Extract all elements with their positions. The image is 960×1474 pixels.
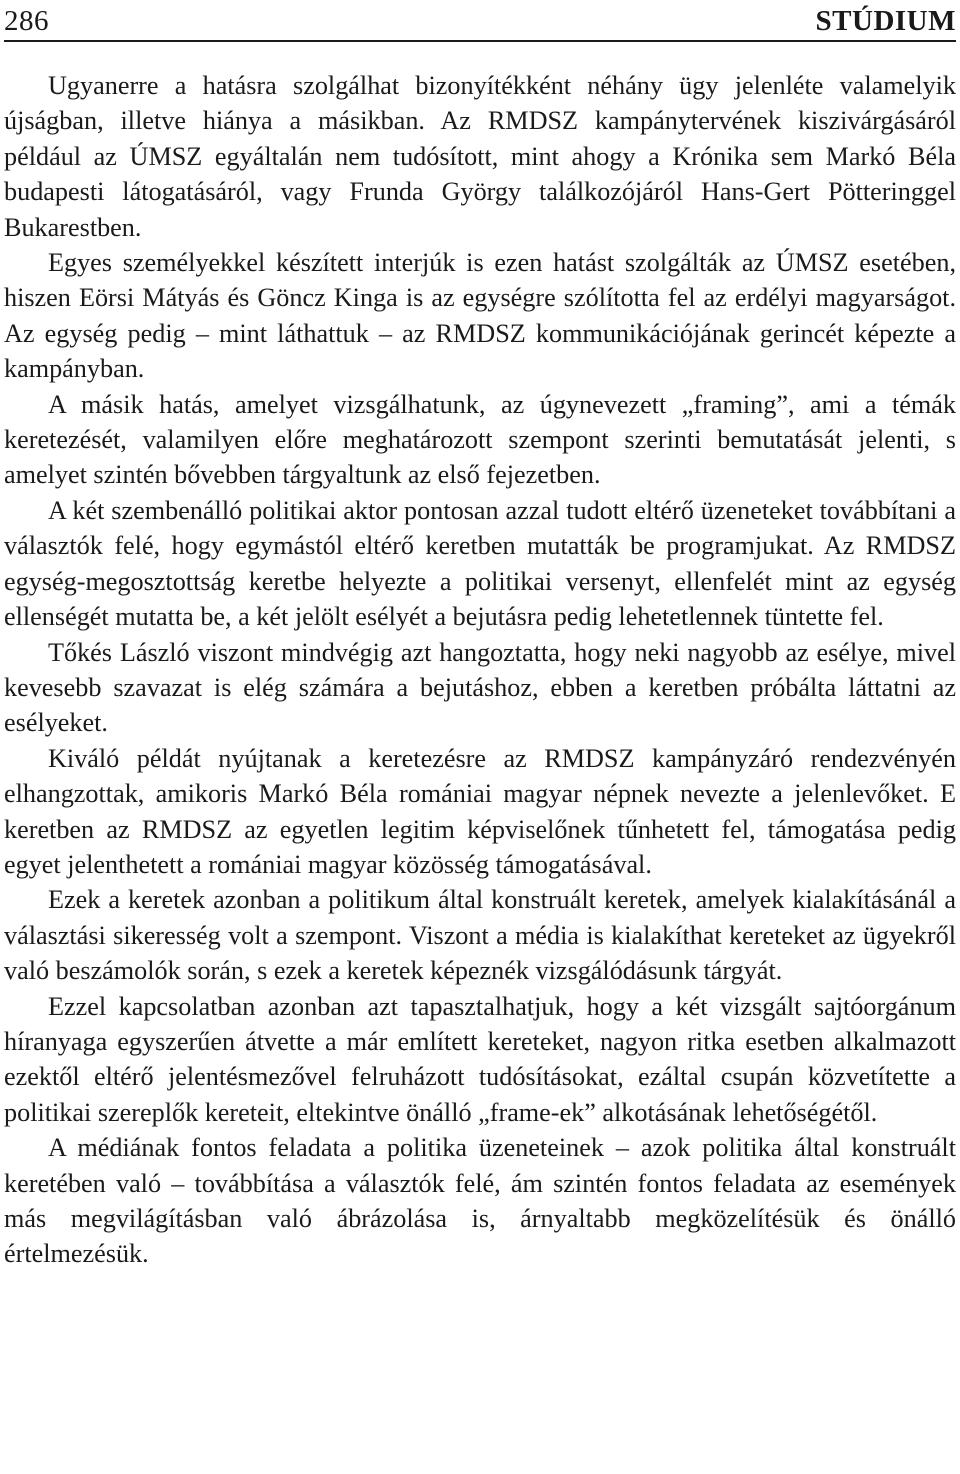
paragraph: Kiváló példát nyújtanak a keretezésre az RMDSZ kampányzáró rendezvényén elhangzottak, amikoris Markó Béla romániai magyar népnek nevezte a jelenlevőket. E keretben az RMDSZ az egyetlen legitim képviselőnek tűnhetett fel, támogatása pedig egyet jelenthetett a romániai magyar közösség támogatásával.: [4, 743, 956, 879]
paragraph: Ezzel kapcsolatban azonban azt tapasztalhatjuk, hogy a két vizsgált sajtóorgánum híranyaga egyszerűen átvette a már említett kereteket, nagyon ritka esetben alkalmazott ezektől eltérő jelentésmezővel felruházott tudósításokat, ezáltal csupán közvetítette a politikai szereplők kereteit, eltekintve önálló „frame-ek” alkotásának lehetőségétől.: [4, 991, 956, 1127]
paragraph: Tőkés László viszont mindvégig azt hangoztatta, hogy neki nagyobb az esélye, mivel kevesebb szavazat is elég számára a bejutáshoz, ebben a keretben próbálta láttatni az esélyeket.: [4, 637, 956, 738]
article-body: [4, 68, 956, 1272]
paragraph: A médiának fontos feladata a politika üzeneteinek – azok politika által konstruált keretében való – továbbítása a választók felé, ám szintén fontos feladata az események más megvilágításban való ábrázolása is, árnyaltabb megközelítésük és önálló értelmezésük.: [4, 1133, 956, 1269]
paragraph: Ezek a keretek azonban a politikum által konstruált keretek, amelyek kialakításánál a választási sikeresség volt a szempont. Viszont a média is kialakíthat kereteket az ügyekről való beszámolók során, s ezek a keretek képeznék vizsgálódásunk tárgyát.: [4, 885, 956, 986]
paragraph: Ugyanerre a hatásra szolgálhat bizonyítékként néhány ügy jelenléte valamelyik újságban, illetve hiánya a másikban. Az RMDSZ kampánytervének kiszivárgásáról például az ÚMSZ egyáltalán nem tudósított, mint ahogy a Krónika sem Markó Béla budapesti látogatásáról, vagy Frunda György találkozójáról Hans-Gert Pötteringgel Bukarestben.: [4, 71, 956, 242]
paragraph: A két szembenálló politikai aktor pontosan azzal tudott eltérő üzeneteket továbbítani a választók felé, hogy egymástól eltérő keretben mutatták be programjukat. Az RMDSZ egység-megosztottság keretbe helyezte a politikai versenyt, ellenfelét mint az egység ellenségét mutatta be, a két jelölt esélyét a bejutásra pedig lehetetlennek tüntette fel.: [4, 495, 956, 632]
page-header: [4, 2, 956, 42]
journal-title: STÚDIUM: [815, 4, 956, 37]
page-number: 286: [4, 4, 49, 37]
paragraph: A másik hatás, amelyet vizsgálhatunk, az úgynevezett „framing”, ami a témák keretezését, valamilyen előre meghatározott szempont szerinti bemutatását jelenti, s amelyet szintén bővebben tárgyaltunk az első fejezetben.: [4, 389, 956, 490]
paragraph: Egyes személyekkel készített interjúk is ezen hatást szolgálták az ÚMSZ esetében, hiszen Eörsi Mátyás és Göncz Kinga is az egységre szólította fel az erdélyi magyarságot. Az egység pedig – mint láthattuk – az RMDSZ kommunikációjának gerincét képezte a kampányban.: [4, 248, 956, 384]
